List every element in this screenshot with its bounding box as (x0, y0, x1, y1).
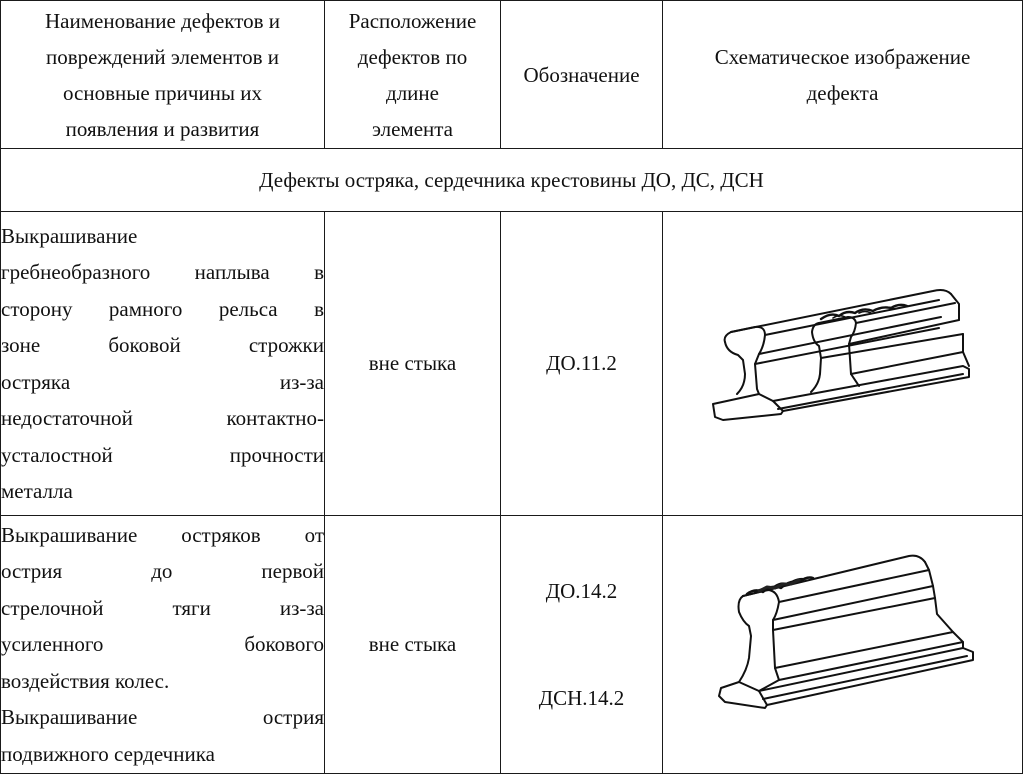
description-line: Выкрашивание (1, 223, 138, 248)
description-line: остряка из-за (1, 369, 324, 394)
description-line: стрелочной тяги из-за (1, 595, 324, 620)
header-defect-name-line: повреждений элементов и (45, 44, 280, 69)
table-header-row (1, 1, 1023, 149)
header-location-line: Расположение (348, 8, 477, 33)
header-code (501, 1, 663, 149)
defect-schematic (663, 516, 1023, 774)
description-line: недостаточной контактно- (1, 406, 324, 430)
code-value: ДО.11.2 (546, 351, 617, 376)
header-location (325, 1, 501, 149)
header-defect-name-line: основные причины их (62, 80, 263, 105)
header-defect-name-line: появления и развития (65, 116, 260, 141)
description-line: усталостной прочности (1, 442, 324, 467)
description-line: гребнеобразного наплыва в (1, 260, 324, 284)
description-line: острия до первой (1, 559, 324, 584)
defect-location: вне стыка (325, 516, 501, 774)
header-schematic-line: дефекта (806, 80, 879, 105)
header-defect-name-line: Наименование дефектов и (45, 8, 280, 33)
rail-defect-drawing-1-icon (663, 214, 1021, 514)
section-title: Дефекты остряка, сердечника крестовины ДО, ДС, ДСН (1, 149, 1023, 212)
description-line: металла (1, 479, 73, 503)
table-row (1, 212, 1023, 516)
description-line: подвижного сердечника (1, 741, 215, 766)
description-line: Выкрашивание острия (1, 705, 324, 730)
rail-defect-drawing-2-icon (663, 518, 1021, 772)
code-value: ДО.14.2 (545, 578, 618, 603)
header-code-label: Обозначение (523, 62, 640, 87)
defect-description (1, 212, 325, 516)
code-value: ДСН.14.2 (538, 686, 625, 710)
table-row (1, 516, 1023, 774)
defect-description (1, 516, 325, 774)
header-schematic-line: Схематическое изображение (714, 44, 971, 69)
header-schematic (663, 1, 1023, 149)
header-location-line: элемента (371, 116, 454, 141)
description-line: сторону рамного рельса в (1, 296, 324, 321)
description-line: усиленного бокового (1, 632, 324, 657)
header-location-line: длине (386, 80, 439, 105)
defect-code (501, 516, 663, 774)
description-line: воздействия колес. (1, 668, 170, 693)
description-line: зоне боковой строжки (1, 333, 324, 357)
defect-code (501, 212, 663, 516)
section-row (1, 149, 1023, 212)
header-location-line: дефектов по (357, 44, 468, 69)
defect-location: вне стыка (325, 212, 501, 516)
description-line: Выкрашивание остряков от (1, 522, 324, 547)
header-defect-name (1, 1, 325, 149)
defect-schematic (663, 212, 1023, 516)
